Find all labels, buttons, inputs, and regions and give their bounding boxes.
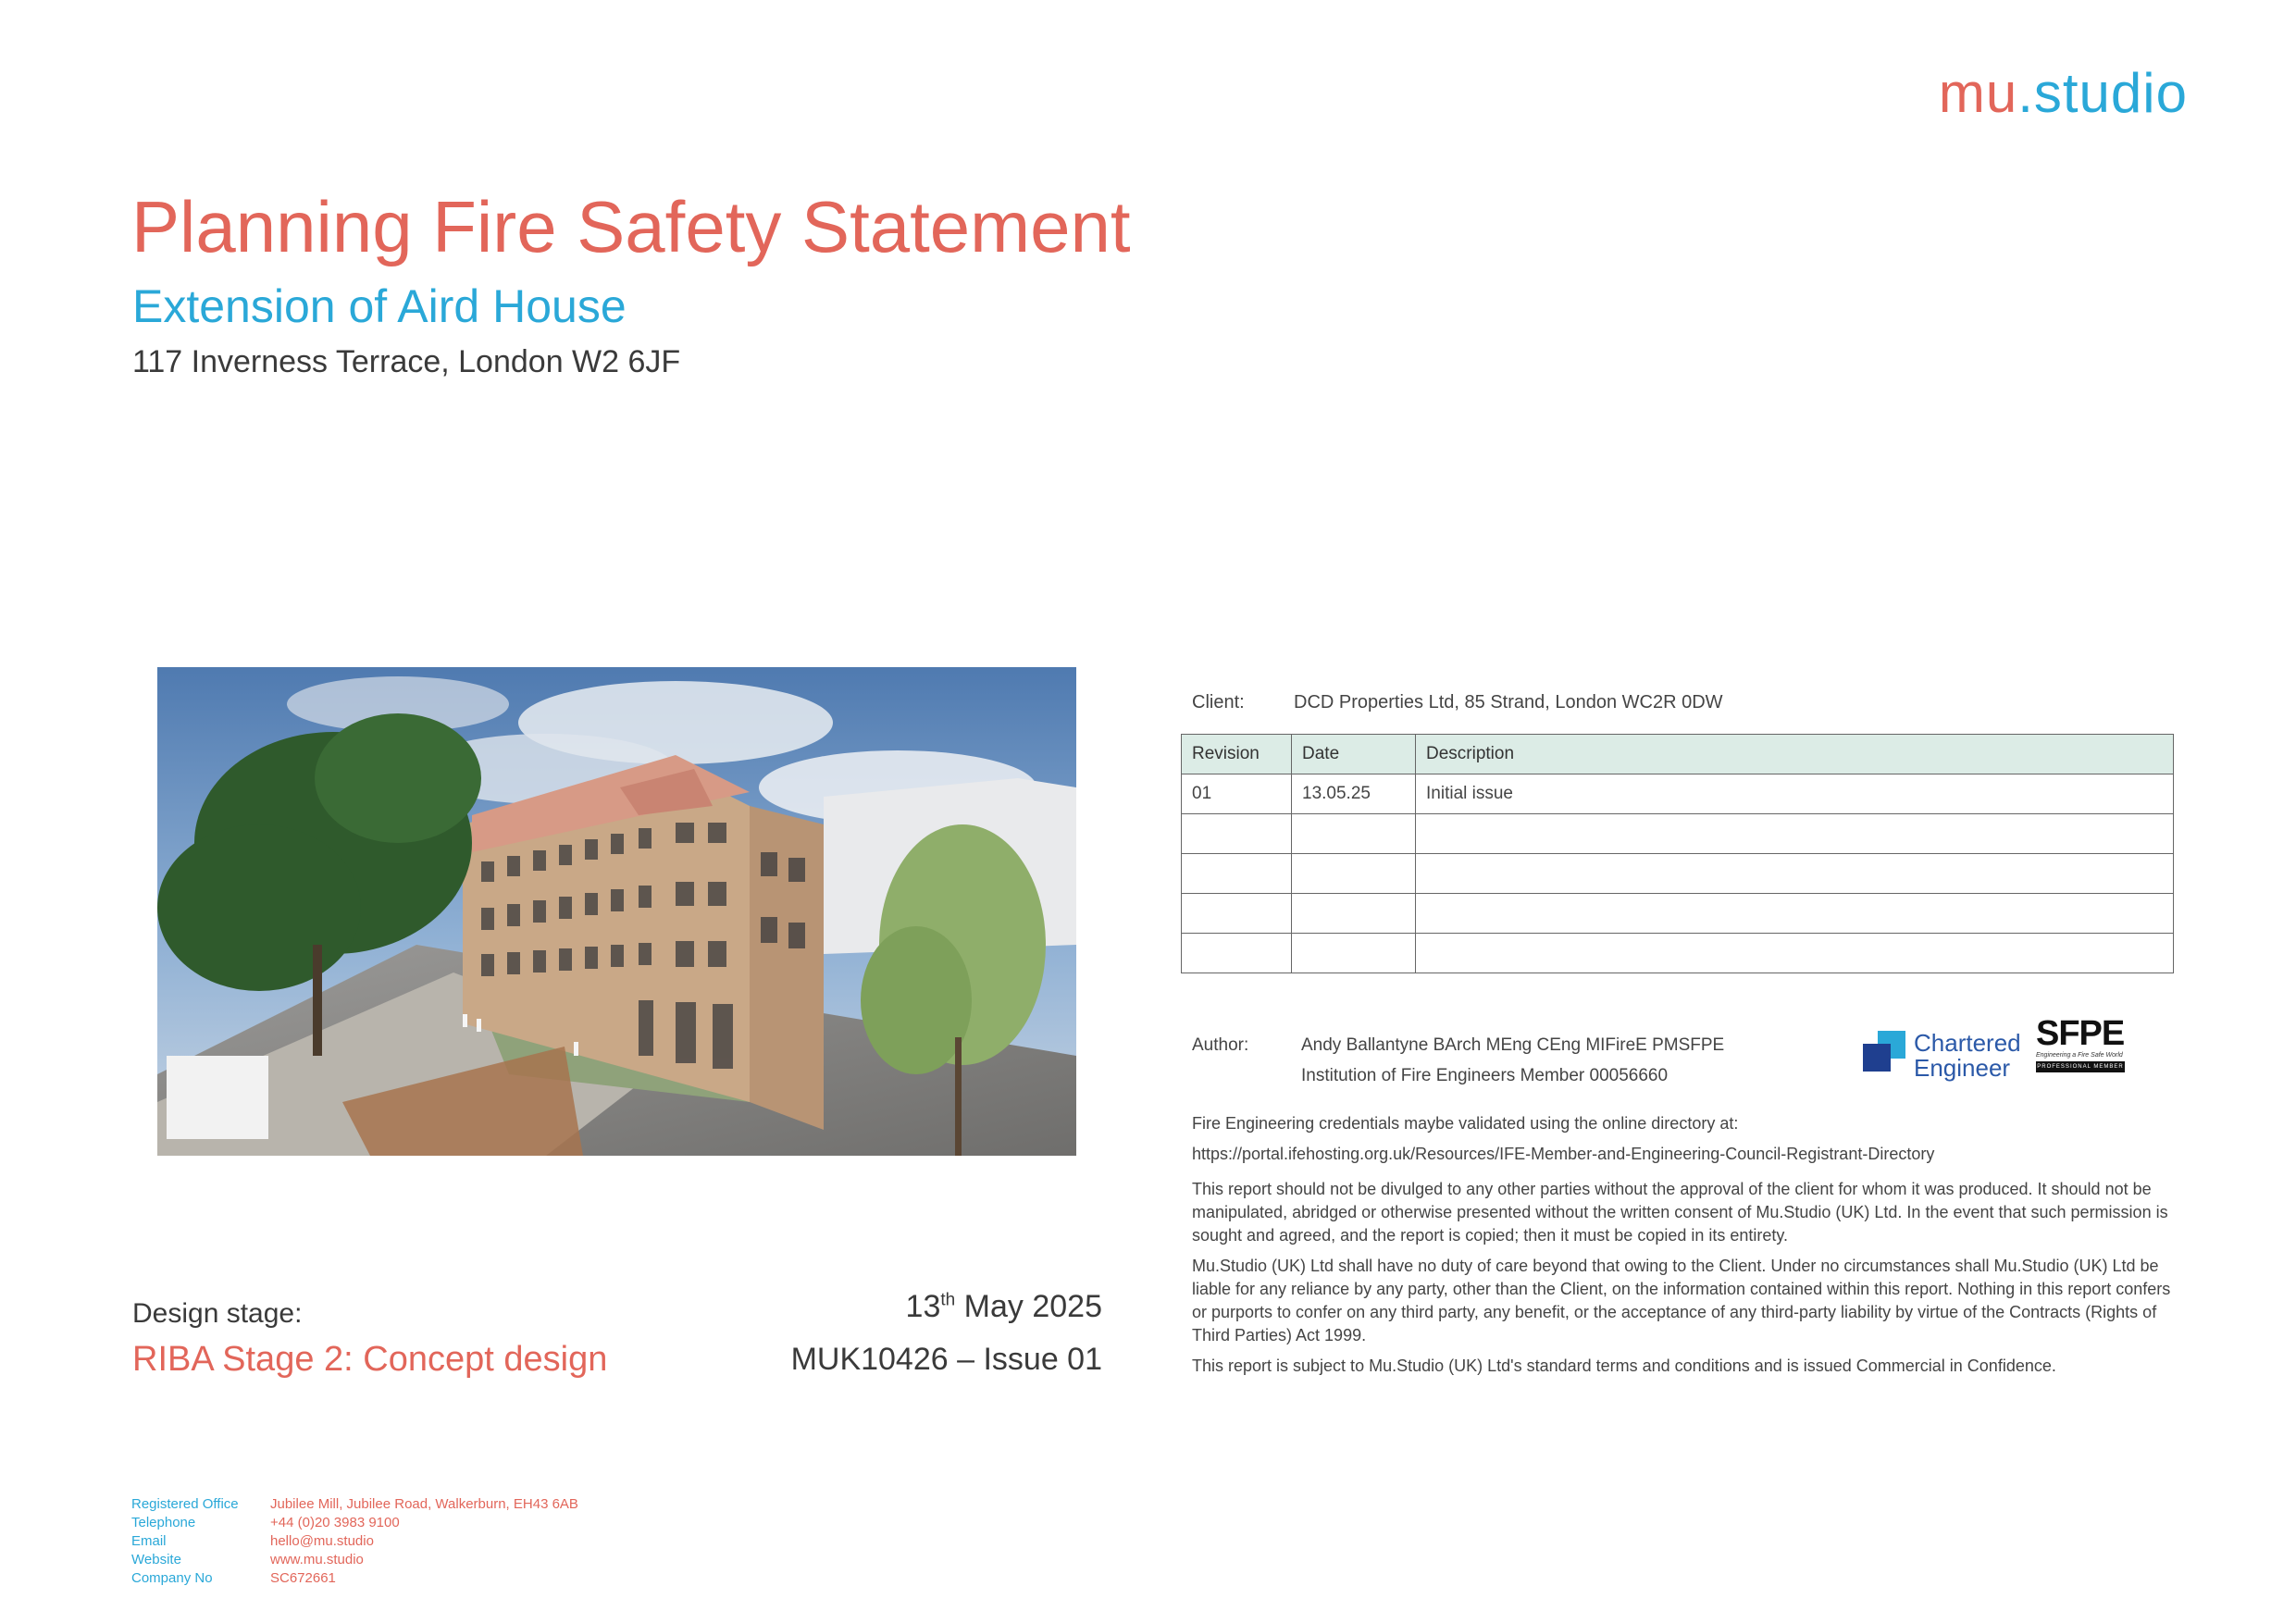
table-header-row bbox=[1182, 735, 2174, 774]
credentials-url[interactable]: https://portal.ifehosting.org.uk/Resources/IFE-Member-and-Engineering-Council-Registrant-Directory bbox=[1192, 1145, 1935, 1163]
project-name: Extension of Aird House bbox=[132, 280, 627, 332]
author-name: Andy Ballantyne BArch MEng CEng MIFireE PMSFPE bbox=[1301, 1035, 1725, 1055]
chartered-engineer-logo bbox=[1914, 1031, 2021, 1081]
description-cell bbox=[1416, 934, 2174, 973]
footer-key: Telephone bbox=[131, 1515, 196, 1530]
revision-table bbox=[1181, 734, 2174, 973]
issue-date bbox=[906, 1289, 1102, 1325]
date-day: 13 bbox=[905, 1289, 941, 1324]
author-membership: Institution of Fire Engineers Member 00056660 bbox=[1301, 1066, 1669, 1085]
date-cell bbox=[1292, 814, 1416, 854]
footer-value[interactable]: hello@mu.studio bbox=[270, 1533, 374, 1549]
footer-row bbox=[131, 1495, 578, 1514]
date-suffix: th bbox=[940, 1290, 956, 1310]
description-cell: Initial issue bbox=[1416, 774, 2174, 814]
revision-cell bbox=[1182, 934, 1292, 973]
revision-cell bbox=[1182, 894, 1292, 934]
credentials-text: Fire Engineering credentials maybe validated using the online directory at: bbox=[1192, 1114, 1739, 1133]
footer-row bbox=[131, 1532, 578, 1551]
brand-logo bbox=[1939, 61, 2188, 125]
date-rest: May 2025 bbox=[955, 1289, 1102, 1324]
client-info bbox=[1192, 692, 1723, 713]
project-address: 117 Inverness Terrace, London W2 6JF bbox=[132, 344, 681, 379]
client-label: Client: bbox=[1192, 692, 1245, 712]
revision-cell bbox=[1182, 854, 1292, 894]
table-row bbox=[1182, 854, 2174, 894]
footer-key: Email bbox=[131, 1533, 167, 1549]
description-cell bbox=[1416, 894, 2174, 934]
table-row bbox=[1182, 774, 2174, 814]
footer-row bbox=[131, 1514, 578, 1532]
disclaimer-paragraph: Mu.Studio (UK) Ltd shall have no duty of care beyond that owing to the Client. Under no circumstances shall Mu.Studio (UK) Ltd be liable for any reliance by any party, other than the Client, on the information contained within this report. Nothing in this report confers or purports to confer on any third party, any benefit, or the acceptance of any third-party liability by virtue of the Contracts (Rights of Third Parties) Act 1999. bbox=[1192, 1257, 2171, 1344]
footer-value[interactable]: +44 (0)20 3983 9100 bbox=[270, 1515, 400, 1530]
table-row bbox=[1182, 894, 2174, 934]
date-cell: 13.05.25 bbox=[1292, 774, 1416, 814]
author-label: Author: bbox=[1192, 1035, 1249, 1055]
legal-disclaimer bbox=[1192, 1178, 2173, 1385]
chartered-engineer-icon bbox=[1863, 1031, 1905, 1073]
design-stage-value: RIBA Stage 2: Concept design bbox=[132, 1340, 608, 1379]
footer-value[interactable]: www.mu.studio bbox=[270, 1552, 364, 1567]
company-footer bbox=[131, 1495, 578, 1588]
footer-value: SC672661 bbox=[270, 1570, 336, 1586]
author-block bbox=[1192, 1030, 1724, 1091]
logo-main: mu bbox=[1938, 62, 2018, 124]
sfpe-member-bar: PROFESSIONAL MEMBER bbox=[2036, 1061, 2125, 1072]
description-cell bbox=[1416, 854, 2174, 894]
engineer-line: Engineer bbox=[1914, 1054, 2011, 1082]
footer-key: Website bbox=[131, 1552, 181, 1567]
date-cell bbox=[1292, 854, 1416, 894]
sfpe-logo bbox=[2036, 1016, 2125, 1072]
table-row bbox=[1182, 814, 2174, 854]
column-header: Revision bbox=[1182, 735, 1292, 774]
revision-cell: 01 bbox=[1182, 774, 1292, 814]
chartered-line: Chartered bbox=[1914, 1029, 2021, 1057]
credentials-block bbox=[1192, 1109, 1934, 1170]
date-cell bbox=[1292, 894, 1416, 934]
sfpe-tagline: Engineering a Fire Safe World bbox=[2036, 1052, 2123, 1059]
sfpe-wordmark: SFPE bbox=[2036, 1014, 2125, 1053]
revision-cell bbox=[1182, 814, 1292, 854]
disclaimer-paragraph: This report is subject to Mu.Studio (UK) Ltd's standard terms and conditions and is issued Commercial in Confidence. bbox=[1192, 1357, 2056, 1375]
column-header: Date bbox=[1292, 735, 1416, 774]
disclaimer-paragraph: This report should not be divulged to any other parties without the approval of the client for whom it was produced. It should not be manipulated, abridged or otherwise presented without the written consent of Mu.Studio (UK) Ltd. In the event that such permission is sought and agreed, and the report is copied; then it must be copied in its entirety. bbox=[1192, 1180, 2168, 1245]
column-header: Description bbox=[1416, 735, 2174, 774]
description-cell bbox=[1416, 814, 2174, 854]
footer-row bbox=[131, 1569, 578, 1588]
footer-key: Registered Office bbox=[131, 1496, 239, 1512]
date-cell bbox=[1292, 934, 1416, 973]
footer-key: Company No bbox=[131, 1570, 213, 1586]
client-value: DCD Properties Ltd, 85 Strand, London WC2R 0DW bbox=[1294, 692, 1723, 712]
footer-row bbox=[131, 1551, 578, 1569]
logo-tail: .studio bbox=[2017, 62, 2188, 124]
table-row bbox=[1182, 934, 2174, 973]
footer-value: Jubilee Mill, Jubilee Road, Walkerburn, EH43 6AB bbox=[270, 1496, 578, 1512]
design-stage-label: Design stage: bbox=[132, 1298, 303, 1329]
building-render-image bbox=[157, 667, 1076, 1156]
document-reference: MUK10426 – Issue 01 bbox=[790, 1342, 1102, 1377]
document-title: Planning Fire Safety Statement bbox=[131, 186, 1131, 267]
